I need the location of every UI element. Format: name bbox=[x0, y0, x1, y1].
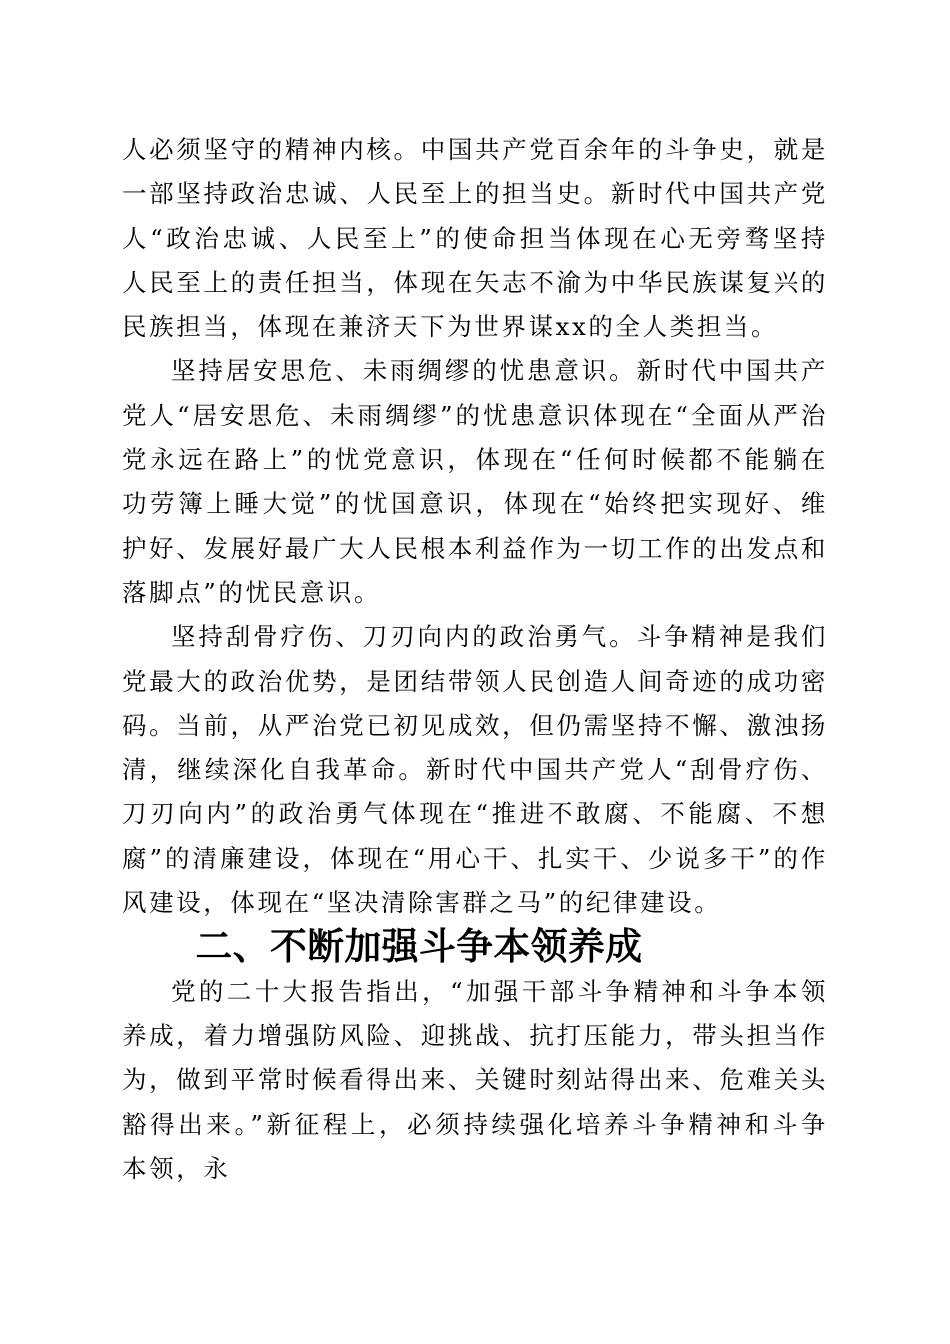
section-heading: 二、不断加强斗争本领养成 bbox=[195, 925, 643, 969]
paragraph-report-quote: 党的二十大报告指出，“加强干部斗争精神和斗争本领养成，着力增强防风险、迎挑战、抗打压能力，带头担当作为，做到平常时候看得出来、关键时刻站得出来、危难关头豁得出来。”新征程上，必须持续强化培养斗争精神和斗争本领，永 bbox=[122, 976, 828, 1183]
document-page bbox=[122, 128, 828, 1191]
paragraph-vigilance: 坚持居安思危、未雨绸缪的忧患意识。新时代中国共产党人“居安思危、未雨绸缪”的忧患意识体现在“全面从严治党永远在路上”的忧党意识，体现在“任何时候都不能躺在功劳簿上睡大觉”的忧国意识，体现在“始终把实现好、维护好、发展好最广大人民根本利益作为一切工作的出发点和落脚点”的忧民意识。 bbox=[122, 356, 828, 607]
paragraph-continuation: 人必须坚守的精神内核。中国共产党百余年的斗争史，就是一部坚持政治忠诚、人民至上的担当史。新时代中国共产党人“政治忠诚、人民至上”的使命担当体现在心无旁骛坚持人民至上的责任担当，体现在矢志不渝为中华民族谋复兴的民族担当，体现在兼济天下为世界谋xx的全人类担当。 bbox=[122, 135, 828, 342]
paragraph-political-courage: 坚持刮骨疗伤、刀刃向内的政治勇气。斗争精神是我们党最大的政治优势，是团结带领人民创造人间奇迹的成功密码。当前，从严治党已初见成效，但仍需坚持不懈、激浊扬清，继续深化自我革命。新时代中国共产党人“刮骨疗伤、刀刃向内”的政治勇气体现在“推进不敢腐、不能腐、不想腐”的清廉建设，体现在“用心干、扎实干、少说多干”的作风建设，体现在“坚决清除害群之马”的纪律建设。 bbox=[122, 622, 828, 918]
